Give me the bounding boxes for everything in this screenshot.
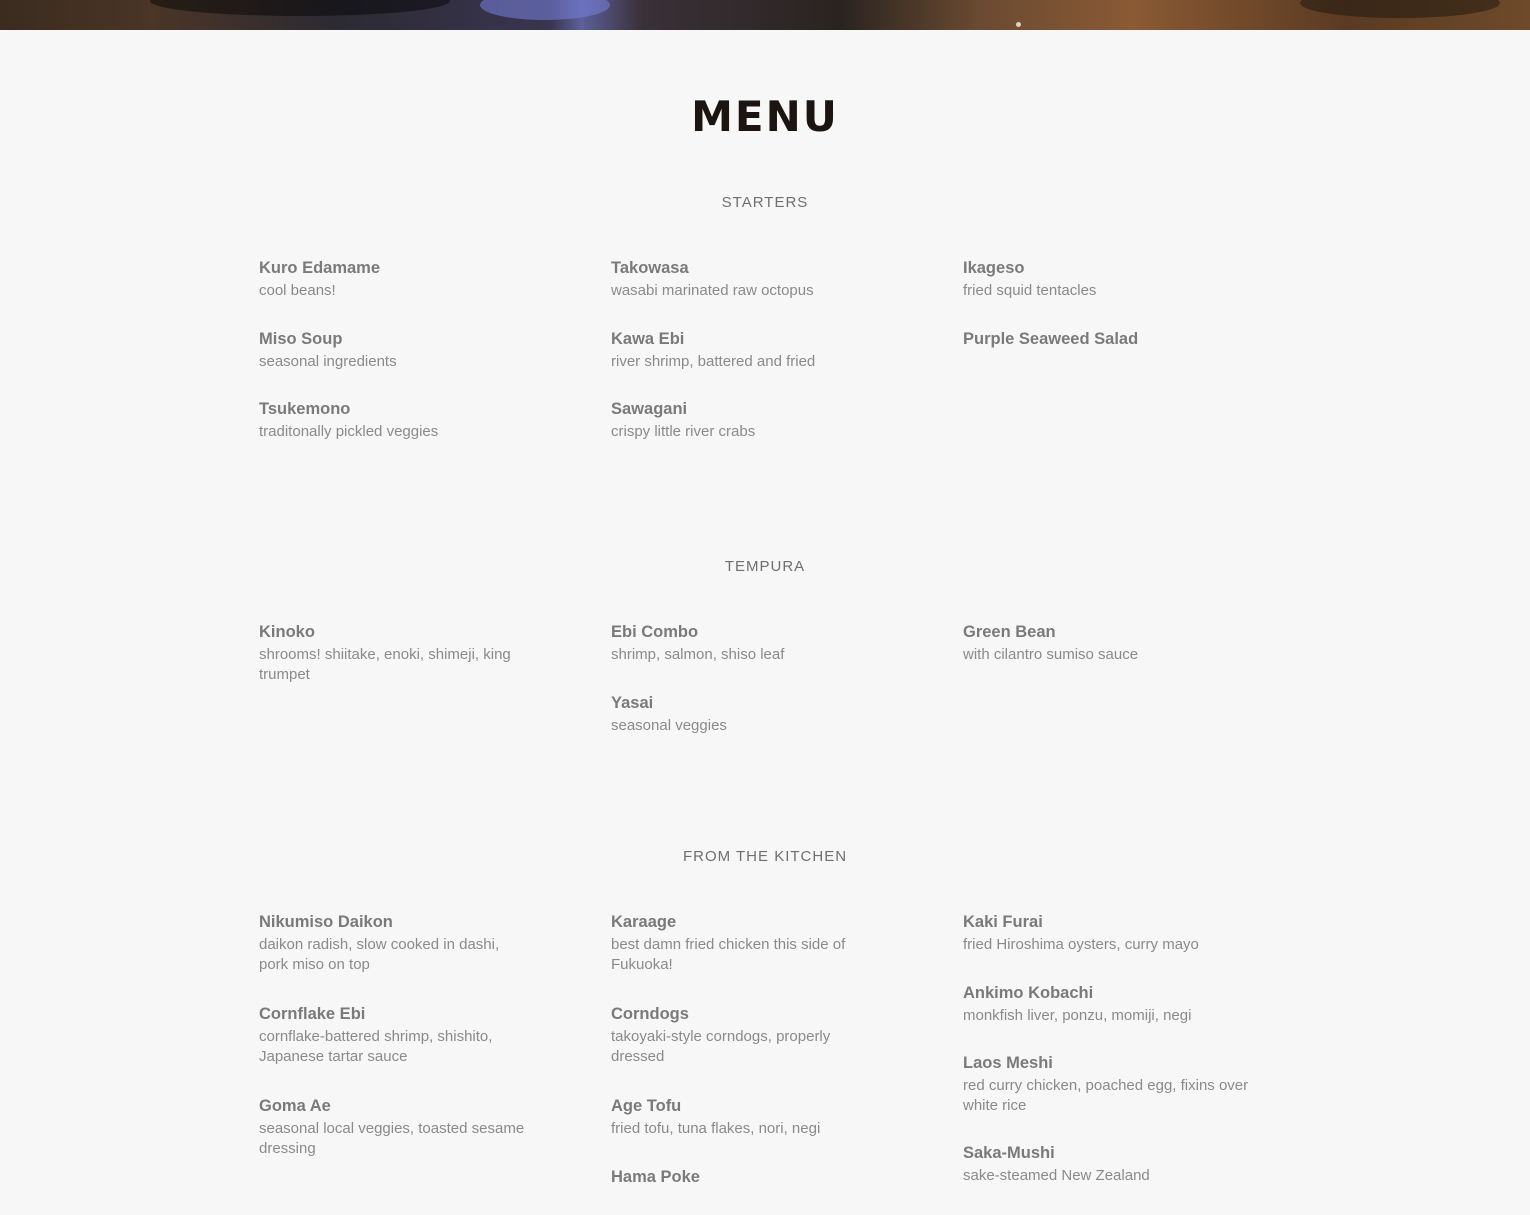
menu-item [611,1167,879,1187]
menu-item-desc: fried Hiroshima oysters, curry mayo [963,936,1199,953]
banner-shadow [1300,0,1500,18]
kitchen-grid [259,912,1279,1215]
menu-item-name: Purple Seaweed Salad [963,329,1139,348]
menu-item-desc: crispy little river crabs [611,423,756,440]
banner-shadow [150,0,450,16]
menu-item [611,399,879,442]
menu-item-desc: seasonal local veggies, toasted sesame dressing [259,1120,525,1157]
menu-item [259,399,527,442]
menu-item [611,1096,879,1139]
menu-column [963,622,1279,763]
menu-item-desc: shrimp, salmon, shiso leaf [611,646,785,663]
menu-item-desc: fried squid tentacles [963,282,1097,299]
menu-item-name: Ebi Combo [611,623,699,641]
menu-item [611,1004,879,1066]
section-title-from-the-kitchen: FROM THE KITCHEN [682,848,848,865]
menu-column [963,258,1279,470]
menu-item-name: Hama Poke [611,1167,700,1186]
menu-item-name: Kuro Edamame [259,259,381,277]
menu-column [259,622,611,763]
menu-item [963,912,1263,955]
section-title-tempura: TEMPURA [724,558,806,575]
menu-item-desc: cool beans! [259,282,336,299]
menu-item-desc: red curry chicken, poached egg, fixins over white rice [963,1077,1249,1114]
menu-item-name: Saka-Mushi [963,1144,1055,1162]
menu-item-name: Nikumiso Daikon [259,913,393,931]
menu-item-desc: fried tofu, tuna flakes, nori, negi [611,1120,821,1137]
menu-item-name: Ankimo Kobachi [963,983,1094,1002]
menu-item [963,622,1263,665]
menu-item [611,693,879,736]
menu-item-name: Yasai [611,693,654,712]
menu-title: MENU [691,92,839,141]
menu-item [611,912,879,974]
menu-item [963,983,1263,1026]
menu-item [963,1143,1263,1186]
menu-item [611,258,879,301]
hero-banner-image [0,0,1530,30]
menu-item-desc: sake-steamed New Zealand [963,1167,1150,1184]
menu-item-name: Ikageso [963,259,1025,277]
menu-item [259,258,527,301]
menu-item-desc: traditonally pickled veggies [259,423,439,440]
menu-item-desc: wasabi marinated raw octopus [611,282,814,299]
menu-item-name: Miso Soup [259,329,343,348]
menu-item-desc: seasonal veggies [611,716,727,734]
menu-item-name: Corndogs [611,1005,689,1023]
menu-item [963,329,1263,349]
banner-highlight [1016,22,1021,27]
menu-item-desc: river shrimp, battered and fried [611,352,816,370]
menu-item-name: Kawa Ebi [611,329,685,348]
menu-item-name: Age Tofu [611,1097,682,1115]
starters-grid [259,258,1279,470]
menu-item [259,622,527,684]
menu-item-name: Laos Meshi [963,1054,1053,1072]
menu-item [259,1096,527,1158]
menu-item-desc: shrooms! shiitake, enoki, shimeji, king trumpet [259,646,511,683]
menu-item [259,1004,527,1066]
menu-item [611,329,879,372]
menu-item [259,329,527,372]
menu-item-name: Takowasa [611,259,689,277]
menu-item-name: Sawagani [611,400,688,418]
menu-item-desc: seasonal ingredients [259,352,397,370]
menu-column [611,912,963,1215]
menu-item-desc: daikon radish, slow cooked in dashi, pork miso on top [259,936,500,973]
menu-column [259,912,611,1215]
menu-item-desc: takoyaki-style corndogs, properly dressed [611,1028,831,1065]
menu-item-desc: best damn fried chicken this side of Fukuoka! [611,936,846,973]
menu-column [611,622,963,763]
menu-item-name: Cornflake Ebi [259,1005,366,1023]
menu-item [963,1053,1263,1115]
menu-item [259,912,527,974]
menu-item-name: Tsukemono [259,400,351,418]
menu-item-desc: with cilantro sumiso sauce [963,646,1139,663]
menu-column [259,258,611,470]
menu-item [611,622,879,665]
menu-column [611,258,963,470]
menu-item-name: Kinoko [259,623,315,641]
banner-light [480,0,610,20]
tempura-grid [259,622,1279,763]
menu-item-desc: monkfish liver, ponzu, momiji, negi [963,1006,1192,1024]
menu-item-name: Karaage [611,913,677,931]
menu-item-name: Goma Ae [259,1097,331,1115]
section-title-starters: STARTERS [721,194,809,211]
menu-item-desc: cornflake-battered shrimp, shishito, Japanese tartar sauce [259,1028,493,1065]
menu-item-name: Green Bean [963,623,1056,641]
menu-item-name: Kaki Furai [963,913,1043,931]
menu-column [963,912,1279,1215]
menu-item [963,258,1263,301]
